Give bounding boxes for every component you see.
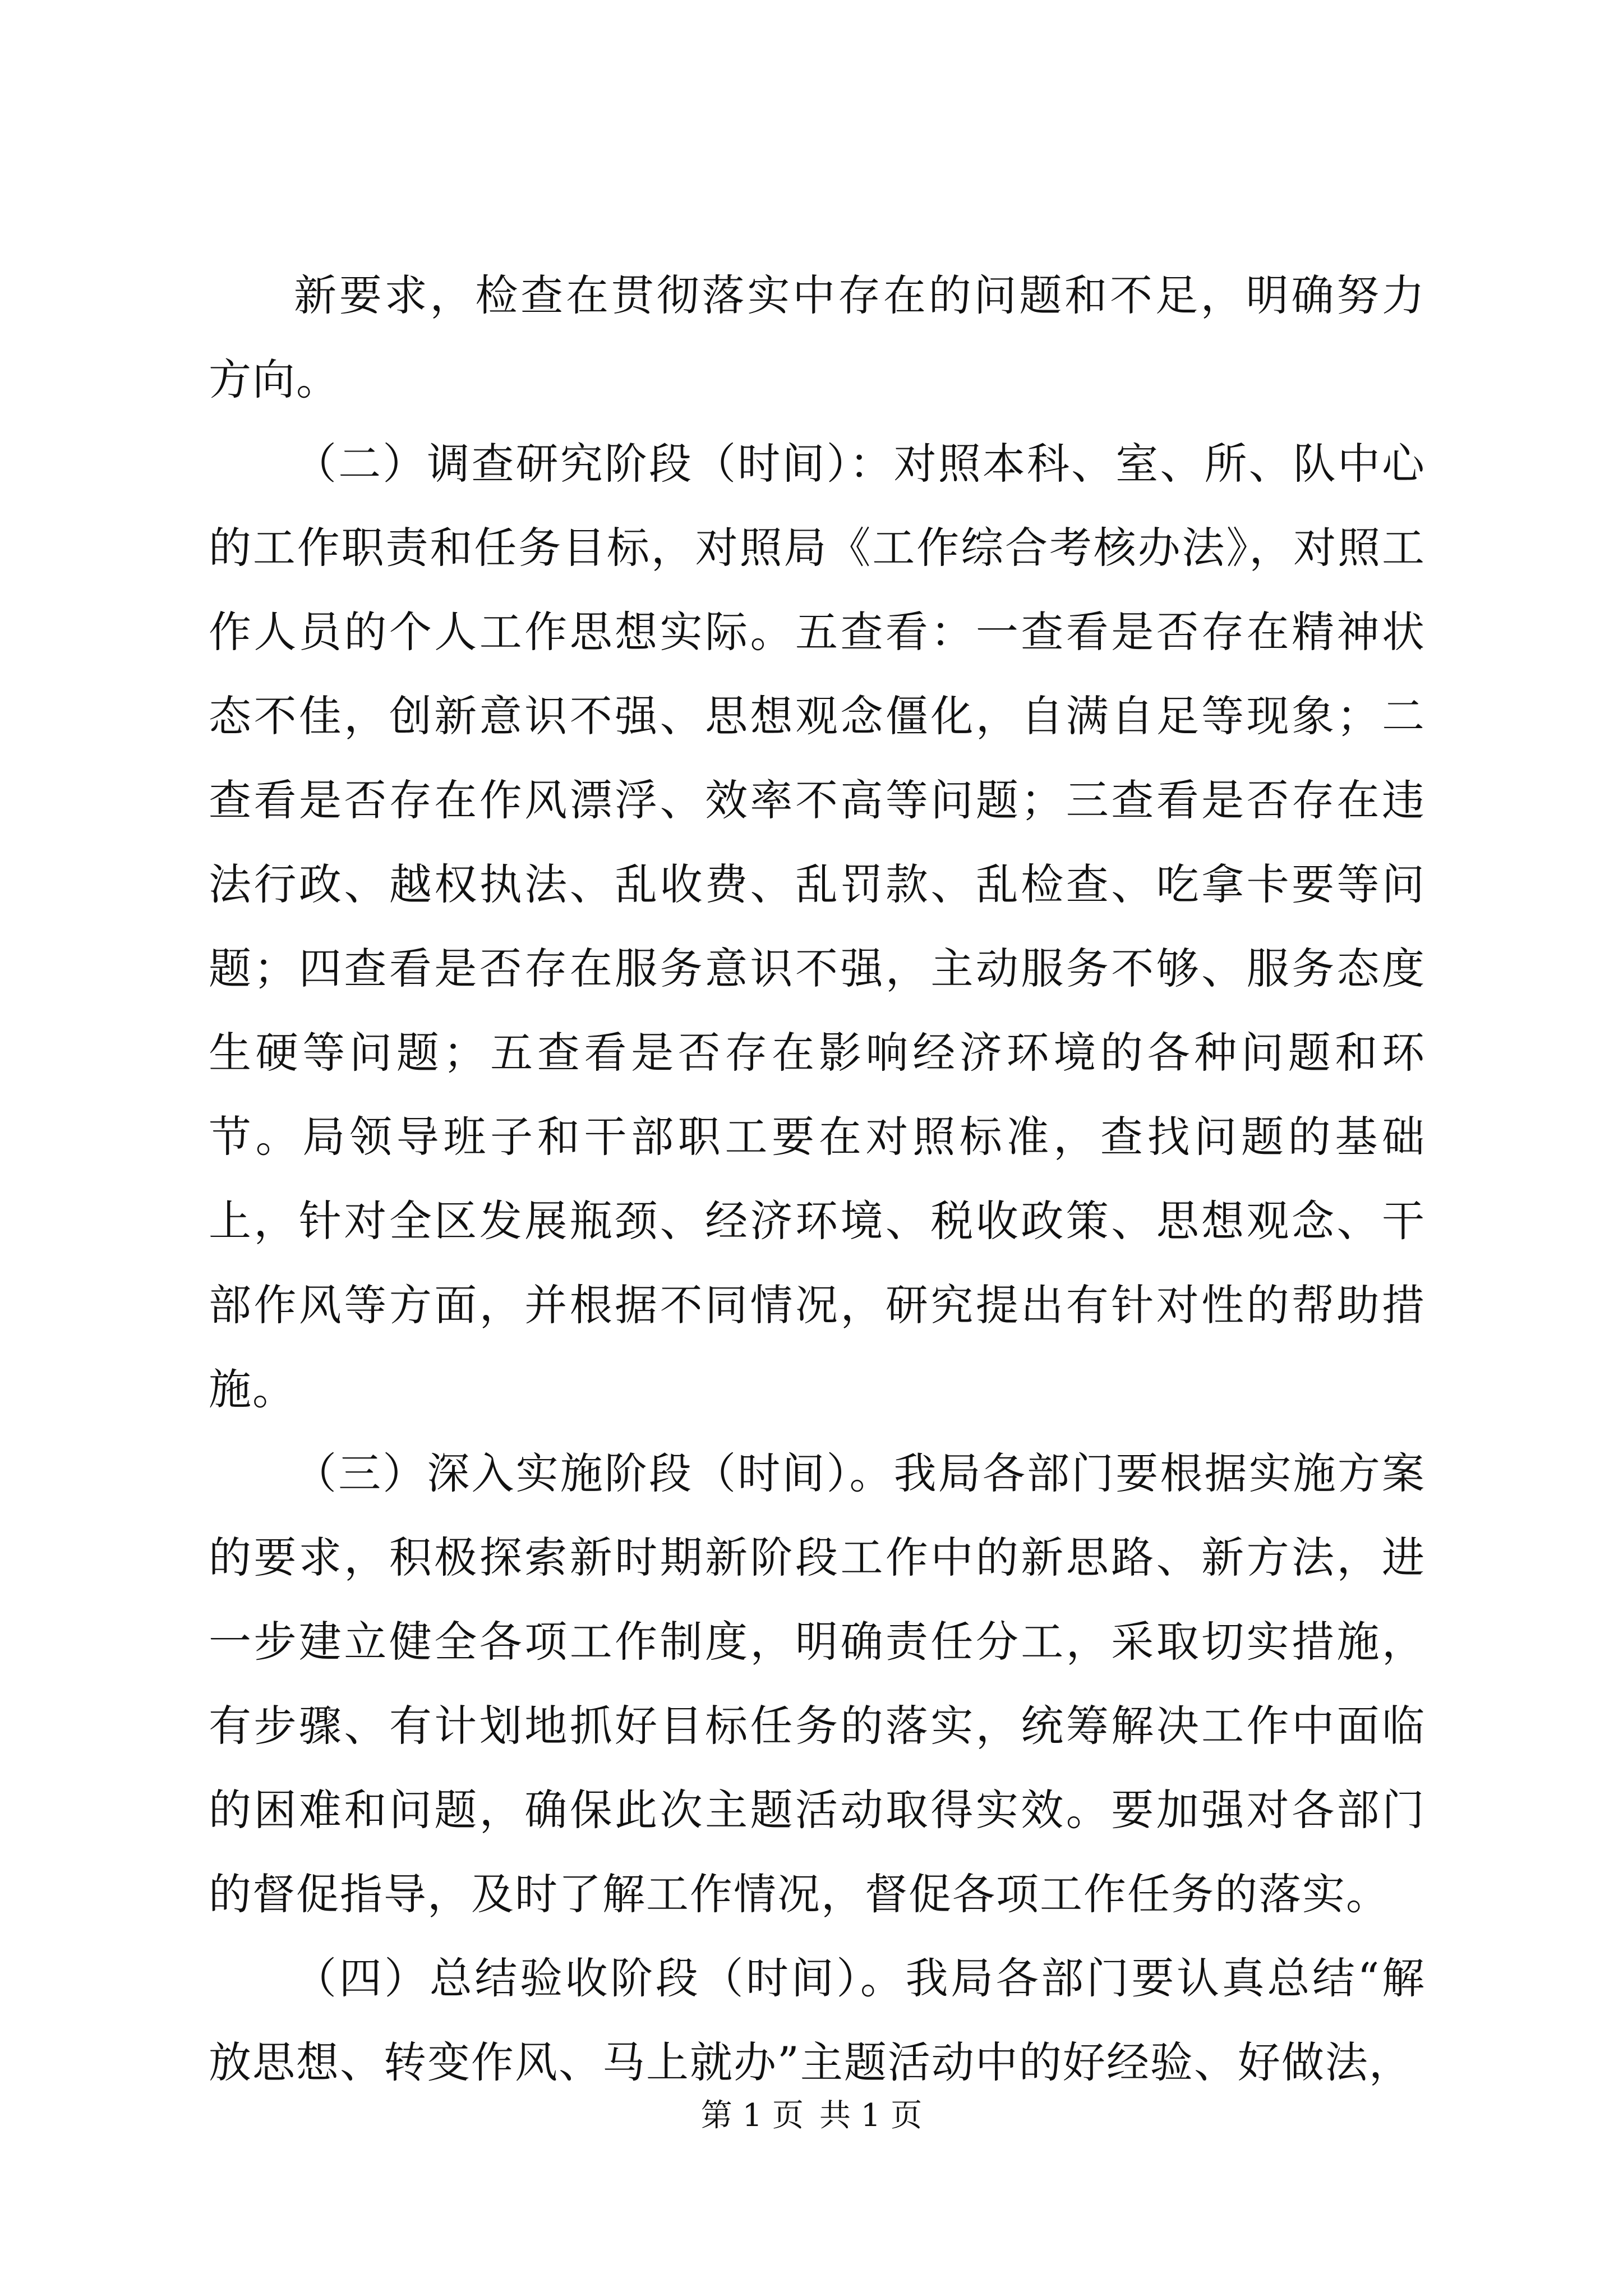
- page-number-current: 第 1 页: [700, 2097, 804, 2134]
- paragraph-summary-stage: （四）总结验收阶段（时间）。我局各部门要认真总结“解放思想、转变作风、马上就办”主题活动中的好经验、好做法，: [209, 1953, 1426, 2087]
- document-body: [209, 254, 1426, 2105]
- paragraph-implementation-stage: （三）深入实施阶段（时间）。我局各部门要根据实施方案的要求，积极探索新时期新阶段工作中的新思路、新方法，进一步建立健全各项工作制度，明确责任分工，采取切实措施，有步骤、有计划地抓好目标任务的落实，统筹解决工作中面临的困难和问题，确保此次主题活动取得实效。要加强对各部门的督促指导，及时了解工作情况，督促各项工作任务的落实。: [209, 1448, 1426, 1919]
- paragraph-continuation: 新要求，检查在贯彻落实中存在的问题和不足，明确努力方向。: [209, 270, 1426, 404]
- paragraph-investigation-stage: （二）调查研究阶段（时间）：对照本科、室、所、队中心的工作职责和任务目标，对照局《工作综合考核办法》，对照工作人员的个人工作思想实际。五查看：一查看是否存在精神状态不佳，创新意识不强、思想观念僵化，自满自足等现象；二查看是否存在作风漂浮、效率不高等问题；三查看是否存在违法行政、越权执法、乱收费、乱罚款、乱检查、吃拿卡要等问题；四查看是否存在服务意识不强，主动服务不够、服务态度生硬等问题；五查看是否存在影响经济环境的各种问题和环节。局领导班子和干部职工要在对照标准，查找问题的基础上，针对全区发展瓶颈、经济环境、税收政策、思想观念、干部作风等方面，并根据不同情况，研究提出有针对性的帮助措施。: [209, 439, 1426, 1414]
- page-footer: [0, 2093, 1623, 2138]
- page-number-total: 共 1 页: [819, 2097, 923, 2134]
